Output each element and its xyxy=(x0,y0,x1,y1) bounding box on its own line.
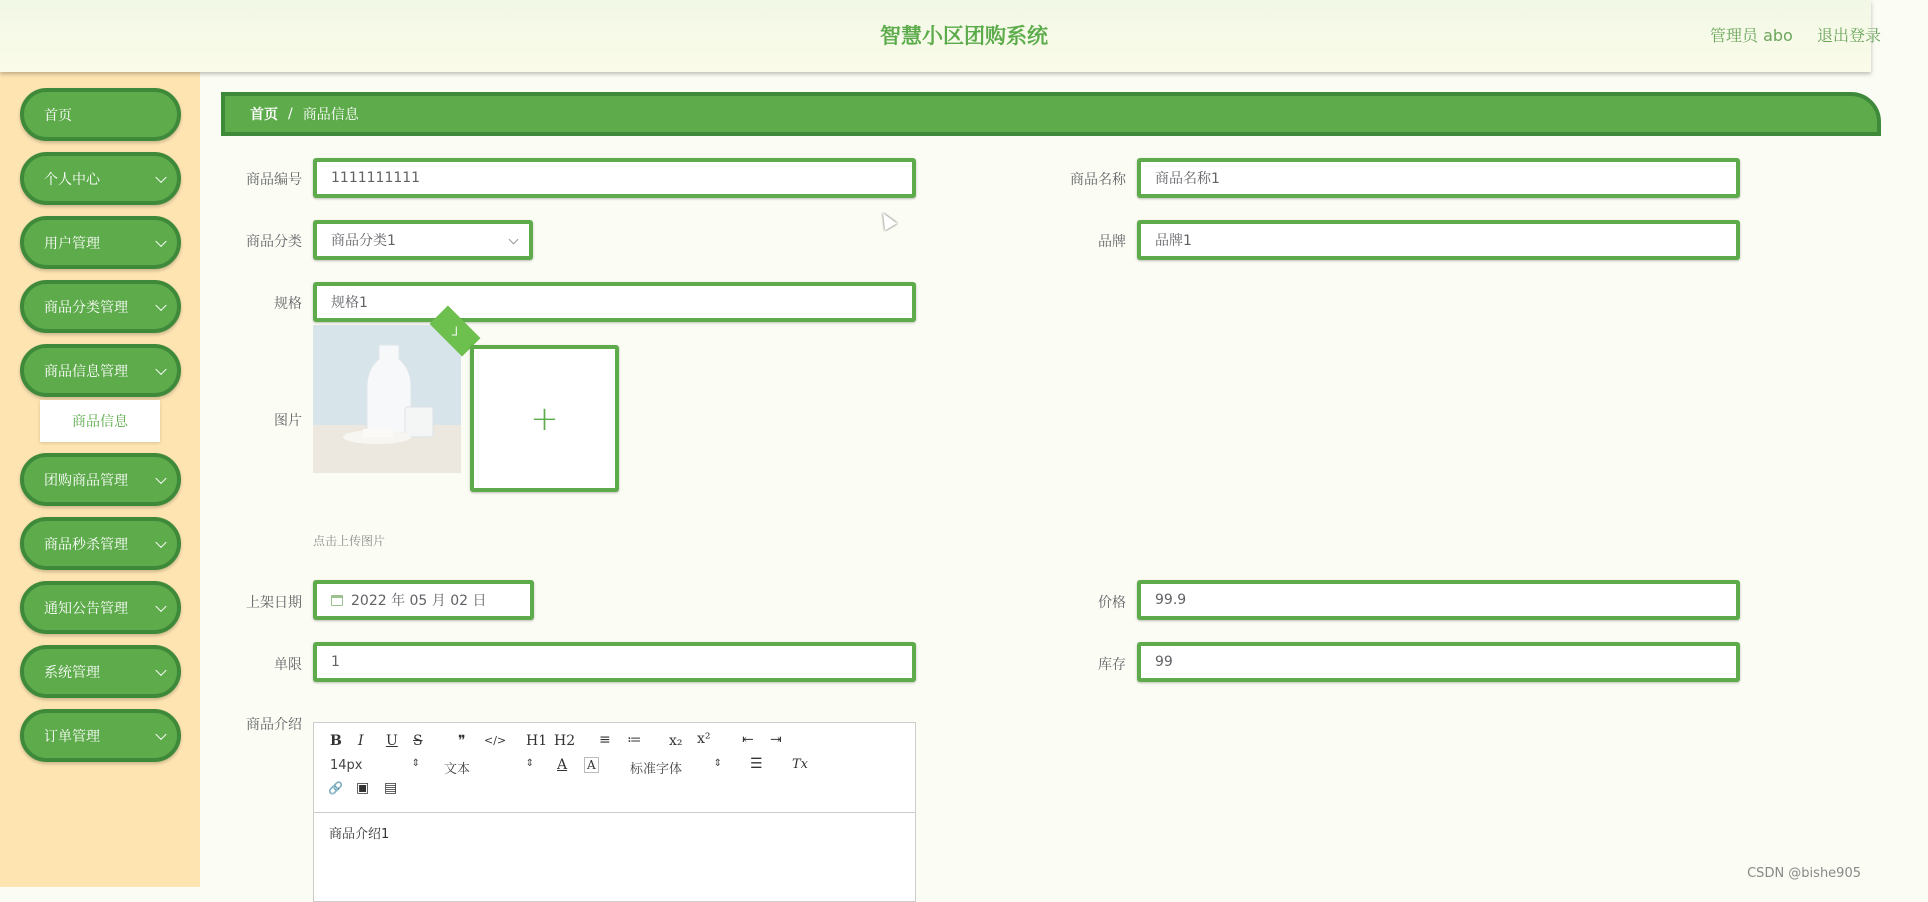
stock-input[interactable] xyxy=(1137,642,1740,682)
upload-image-button[interactable] xyxy=(470,345,619,492)
brand-value: 品牌1 xyxy=(1155,233,1192,249)
italic-button[interactable]: I xyxy=(358,733,364,749)
intro-text: 商品介绍1 xyxy=(329,827,390,842)
h1-button[interactable]: H1 xyxy=(526,733,548,749)
header-value: 文本 xyxy=(444,762,471,777)
sidebar-item-label: 商品分类管理 xyxy=(44,299,128,316)
chevron-down-icon xyxy=(509,235,519,245)
rich-text-editor xyxy=(313,722,916,902)
milk-photo xyxy=(313,325,461,473)
product-code-input[interactable] xyxy=(313,158,916,198)
sidebar-item-category-management[interactable] xyxy=(20,280,181,333)
superscript-button[interactable]: x² xyxy=(697,731,711,747)
spec-value: 规格1 xyxy=(331,295,368,311)
sidebar-item-user-management[interactable] xyxy=(20,216,181,269)
video-icon[interactable]: ▤ xyxy=(384,780,398,796)
spec-input[interactable] xyxy=(313,282,916,322)
background-color-button[interactable]: A xyxy=(584,757,599,773)
category-value: 商品分类1 xyxy=(331,233,396,249)
price-label: 价格 xyxy=(1098,595,1126,611)
chevron-down-icon xyxy=(155,600,166,611)
editor-content[interactable] xyxy=(314,813,915,852)
product-name-value: 商品名称1 xyxy=(1155,171,1220,187)
brand-label: 品牌 xyxy=(1098,234,1126,250)
price-value: 99.9 xyxy=(1155,592,1187,608)
sidebar-item-system-management[interactable] xyxy=(20,645,181,698)
sidebar-item-label: 首页 xyxy=(44,107,72,124)
limit-input[interactable] xyxy=(313,642,916,682)
sidebar-item-label: 商品秒杀管理 xyxy=(44,536,128,553)
stock-label: 库存 xyxy=(1098,657,1126,673)
listing-date-picker[interactable] xyxy=(313,580,534,620)
editor-toolbar xyxy=(314,723,915,813)
sidebar-item-label: 用户管理 xyxy=(44,235,100,252)
h2-button[interactable]: H2 xyxy=(554,733,576,749)
sidebar-item-product-management[interactable] xyxy=(20,344,181,397)
watermark: CSDN @bishe905 xyxy=(1747,866,1861,881)
sidebar-subitem-product-info[interactable]: 商品信息 xyxy=(40,400,160,442)
spec-label: 规格 xyxy=(274,296,302,312)
select-arrows-icon: ⇕ xyxy=(411,758,420,769)
limit-value: 1 xyxy=(331,654,340,670)
sidebar-item-label: 团购商品管理 xyxy=(44,472,128,489)
admin-username: 管理员 abo xyxy=(1710,26,1793,45)
select-arrows-icon: ⇕ xyxy=(525,758,534,769)
font-color-button[interactable]: A xyxy=(557,757,568,773)
sidebar-item-label: 订单管理 xyxy=(44,728,100,745)
top-header xyxy=(0,0,1882,72)
align-icon[interactable]: ☰ xyxy=(750,756,763,772)
underline-button[interactable]: U xyxy=(386,733,398,749)
clean-format-icon[interactable]: Tx xyxy=(792,757,809,772)
breadcrumb-current: 商品信息 xyxy=(302,107,359,123)
link-icon[interactable]: 🔗 xyxy=(328,781,343,795)
header-select[interactable] xyxy=(444,758,534,777)
plus-icon: + xyxy=(530,398,559,439)
product-image-thumbnail[interactable] xyxy=(313,325,461,473)
sidebar-item-personal-center[interactable] xyxy=(20,152,181,205)
chevron-down-icon xyxy=(155,363,166,374)
name-label: 商品名称 xyxy=(1070,172,1126,188)
chevron-down-icon xyxy=(155,536,166,547)
subscript-button[interactable]: x₂ xyxy=(669,733,683,749)
breadcrumb-home[interactable]: 首页 xyxy=(250,107,278,123)
font-family-select[interactable] xyxy=(630,758,722,777)
app-title: 智慧小区团购系统 xyxy=(880,24,1048,48)
chevron-down-icon xyxy=(155,728,166,739)
sidebar-item-notice-management[interactable] xyxy=(20,581,181,634)
chevron-down-icon xyxy=(155,664,166,675)
price-input[interactable] xyxy=(1137,580,1740,620)
code-block-icon[interactable]: </> xyxy=(484,734,507,747)
stock-value: 99 xyxy=(1155,654,1173,670)
breadcrumb xyxy=(221,92,1881,136)
font-family-value: 标准字体 xyxy=(630,762,683,777)
select-arrows-icon: ⇕ xyxy=(713,758,722,769)
font-size-select[interactable] xyxy=(330,758,420,773)
image-icon[interactable]: ▣ xyxy=(356,780,370,796)
brand-input[interactable] xyxy=(1137,220,1740,260)
sidebar-item-groupbuy-management[interactable] xyxy=(20,453,181,506)
outdent-icon[interactable]: ⇤ xyxy=(742,732,754,748)
listing-date-value: 2022 年 05 月 02 日 xyxy=(351,593,487,609)
sidebar-item-label: 通知公告管理 xyxy=(44,600,128,617)
limit-label: 单限 xyxy=(274,657,302,673)
image-label: 图片 xyxy=(274,413,302,429)
bullet-list-icon[interactable]: ≔ xyxy=(627,732,642,748)
category-label: 商品分类 xyxy=(246,234,302,250)
sidebar-item-label: 个人中心 xyxy=(44,171,100,188)
sidebar-item-flashsale-management[interactable] xyxy=(20,517,181,570)
mouse-cursor-icon xyxy=(877,210,897,231)
sidebar-item-label: 系统管理 xyxy=(44,664,100,681)
chevron-down-icon xyxy=(155,171,166,182)
sidebar-item-label: 商品信息管理 xyxy=(44,363,128,380)
sidebar-item-order-management[interactable] xyxy=(20,709,181,762)
intro-label: 商品介绍 xyxy=(246,717,302,733)
sidebar-item-home[interactable] xyxy=(20,88,181,141)
bold-button[interactable]: B xyxy=(330,733,342,749)
font-size-value: 14px xyxy=(330,758,363,773)
logout-link[interactable]: 退出登录 xyxy=(1817,26,1882,45)
strike-button[interactable]: S xyxy=(413,733,423,749)
code-label: 商品编号 xyxy=(246,172,302,188)
indent-icon[interactable]: ⇥ xyxy=(770,732,782,748)
upload-tip: 点击上传图片 xyxy=(313,534,386,548)
chevron-down-icon xyxy=(155,472,166,483)
product-name-input[interactable] xyxy=(1137,158,1740,198)
chevron-down-icon xyxy=(155,235,166,246)
category-select[interactable] xyxy=(313,220,533,260)
product-code-value: 1111111111 xyxy=(331,170,421,186)
chevron-down-icon xyxy=(155,299,166,310)
ordered-list-icon[interactable]: ≡ xyxy=(599,732,611,748)
quote-icon[interactable]: ❞ xyxy=(458,733,466,749)
calendar-icon xyxy=(331,595,343,606)
date-label: 上架日期 xyxy=(246,595,302,611)
breadcrumb-separator: / xyxy=(288,106,293,122)
